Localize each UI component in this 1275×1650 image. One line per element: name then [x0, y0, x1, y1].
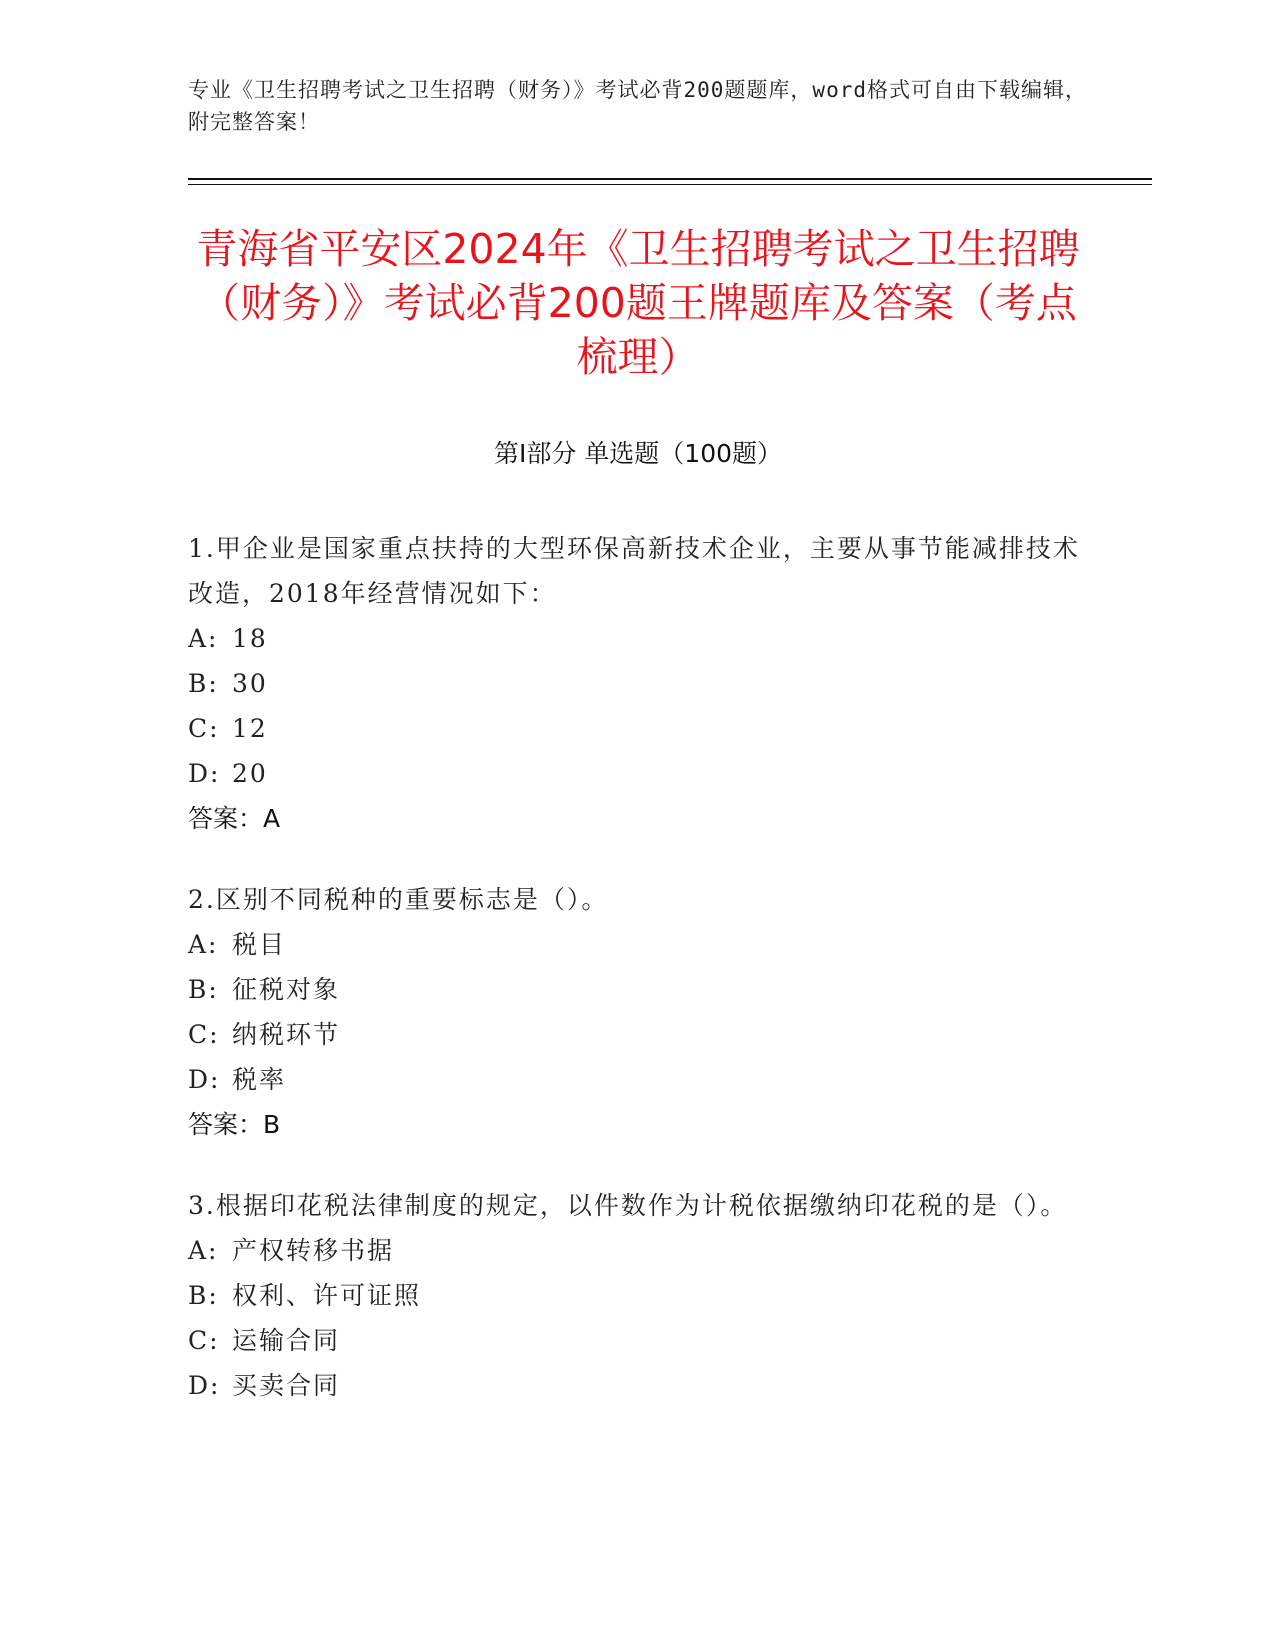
option-d: [188, 1057, 1088, 1102]
option-label: A:: [188, 930, 219, 959]
header-note: 专业《卫生招聘考试之卫生招聘（财务）》考试必背200题题库，word格式可自由下载编辑，附完整答案！: [188, 78, 1087, 134]
header-divider-thin: [188, 184, 1152, 185]
option-text: 买卖合同: [232, 1371, 341, 1400]
option-label: D:: [188, 1371, 221, 1400]
option-text: 30: [232, 669, 268, 698]
option-label: C:: [188, 1326, 220, 1355]
option-text: 税率: [232, 1065, 287, 1094]
option-a: [188, 922, 1088, 967]
option-c: [188, 1318, 1088, 1363]
option-c: [188, 1012, 1088, 1057]
question-list: [188, 526, 1088, 1444]
question-stem: 2.区别不同税种的重要标志是（）。: [188, 885, 609, 914]
question-3: [188, 1183, 1088, 1408]
option-c: [188, 706, 1088, 751]
option-text: 权利、许可证照: [232, 1281, 422, 1310]
option-text: 税目: [232, 930, 287, 959]
option-text: 征税对象: [232, 975, 341, 1004]
option-b: [188, 661, 1088, 706]
option-label: A:: [188, 1236, 219, 1265]
document-title: 青海省平安区2024年《卫生招聘考试之卫生招聘（财务）》考试必背200题王牌题库及答案（考点梳理）: [196, 225, 1080, 381]
question-stem: 1.甲企业是国家重点扶持的大型环保高新技术企业，主要从事节能减排技术改造，2018年经营情况如下：: [188, 534, 1080, 608]
option-label: C:: [188, 714, 220, 743]
answer: 答案：A: [188, 804, 281, 833]
question-stem: 3.根据印花税法律制度的规定，以件数作为计税依据缴纳印花税的是（）。: [188, 1191, 1068, 1220]
header-divider: [188, 178, 1152, 180]
option-text: 20: [232, 759, 268, 788]
option-d: [188, 1363, 1088, 1408]
option-text: 产权转移书据: [232, 1236, 395, 1265]
question-2: [188, 877, 1088, 1147]
option-b: [188, 967, 1088, 1012]
option-text: 18: [232, 624, 268, 653]
option-text: 12: [232, 714, 268, 743]
option-label: B:: [188, 669, 219, 698]
option-a: [188, 1228, 1088, 1273]
option-d: [188, 751, 1088, 796]
option-text: 纳税环节: [232, 1020, 341, 1049]
option-b: [188, 1273, 1088, 1318]
option-label: C:: [188, 1020, 220, 1049]
option-a: [188, 616, 1088, 661]
option-label: B:: [188, 1281, 219, 1310]
question-1: [188, 526, 1088, 841]
option-label: D:: [188, 759, 221, 788]
option-label: B:: [188, 975, 219, 1004]
answer: 答案：B: [188, 1110, 281, 1139]
option-label: D:: [188, 1065, 221, 1094]
option-label: A:: [188, 624, 219, 653]
section-title: 第I部分 单选题（100题）: [493, 439, 783, 468]
option-text: 运输合同: [232, 1326, 341, 1355]
